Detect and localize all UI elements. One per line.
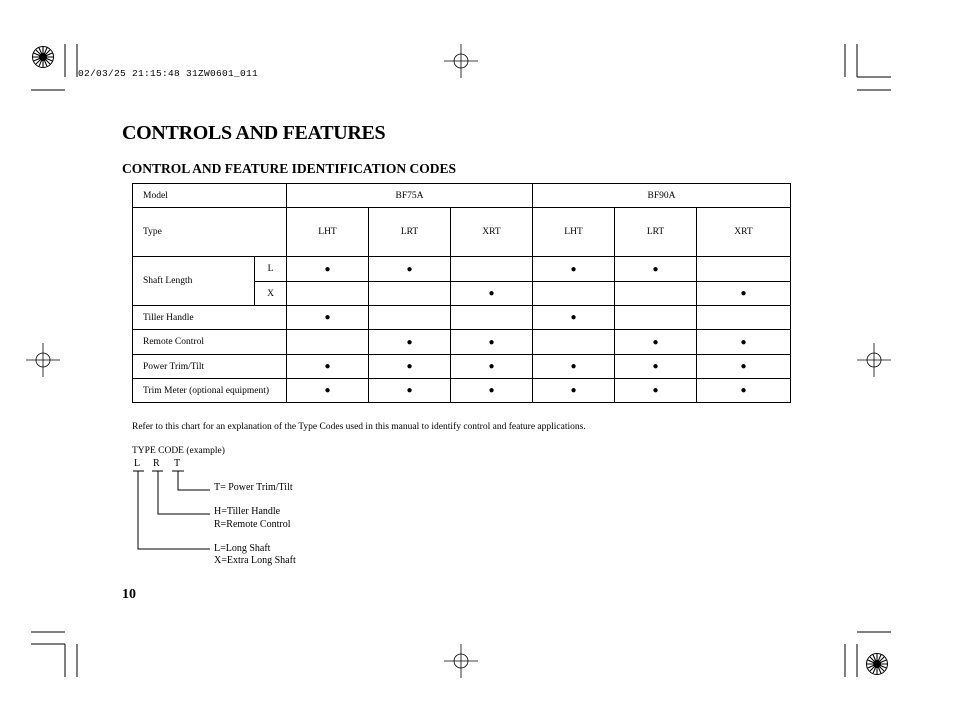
type-code-letter-t: T [174,458,181,469]
type-cell: LRT [369,208,451,257]
type-code-letter-l: L [134,458,141,469]
type-label: Type [133,208,287,257]
legend-h: H=Tiller Handle [214,506,281,517]
legend-t: T= Power Trim/Tilt [214,482,293,493]
mark-cell: ● [615,330,697,355]
mark-cell: ● [533,379,615,403]
shaft-code-x: X [255,282,287,306]
mark-cell: ● [369,330,451,355]
page-number: 10 [122,587,136,602]
mark-cell: ● [697,282,791,306]
type-code-label: TYPE CODE (example) [132,446,225,456]
feature-label: Remote Control [133,330,287,355]
mark-cell: ● [287,379,369,403]
table-description: Refer to this chart for an explanation of the Type Codes used in this manual to identify control and feature applications. [132,422,586,432]
feature-label: Power Trim/Tilt [133,355,287,379]
type-cell: XRT [451,208,533,257]
mark-cell: ● [697,355,791,379]
mark-cell: ● [697,379,791,403]
mark-cell: ● [615,257,697,282]
model-bf90a: BF90A [533,184,791,208]
type-code-letter-r: R [153,458,160,469]
mark-cell: ● [451,330,533,355]
shaft-code-l: L [255,257,287,282]
print-info: 02/03/25 21:15:48 31ZW0601_011 [78,68,259,79]
shaft-length-label: Shaft Length [133,257,255,306]
mark-cell: ● [451,379,533,403]
mark-cell: ● [451,282,533,306]
mark-cell: ● [451,355,533,379]
type-cell: LRT [615,208,697,257]
mark-cell: ● [369,355,451,379]
mark-cell: ● [533,306,615,330]
feature-label: Tiller Handle [133,306,287,330]
legend-x: X=Extra Long Shaft [214,555,296,566]
mark-cell: ● [615,379,697,403]
mark-cell: ● [533,257,615,282]
type-cell: LHT [533,208,615,257]
section-title: CONTROL AND FEATURE IDENTIFICATION CODES [122,161,457,176]
mark-cell: ● [287,306,369,330]
model-label: Model [133,184,287,208]
type-cell: LHT [287,208,369,257]
type-cell: XRT [697,208,791,257]
mark-cell: ● [369,379,451,403]
legend-l: L=Long Shaft [214,543,271,554]
model-bf75a: BF75A [287,184,533,208]
mark-cell: ● [615,355,697,379]
mark-cell: ● [697,330,791,355]
mark-cell: ● [369,257,451,282]
legend-r: R=Remote Control [214,519,291,530]
mark-cell: ● [287,355,369,379]
mark-cell: ● [533,355,615,379]
mark-cell: ● [287,257,369,282]
feature-label: Trim Meter (optional equipment) [133,379,287,403]
page-title: CONTROLS AND FEATURES [122,122,386,144]
